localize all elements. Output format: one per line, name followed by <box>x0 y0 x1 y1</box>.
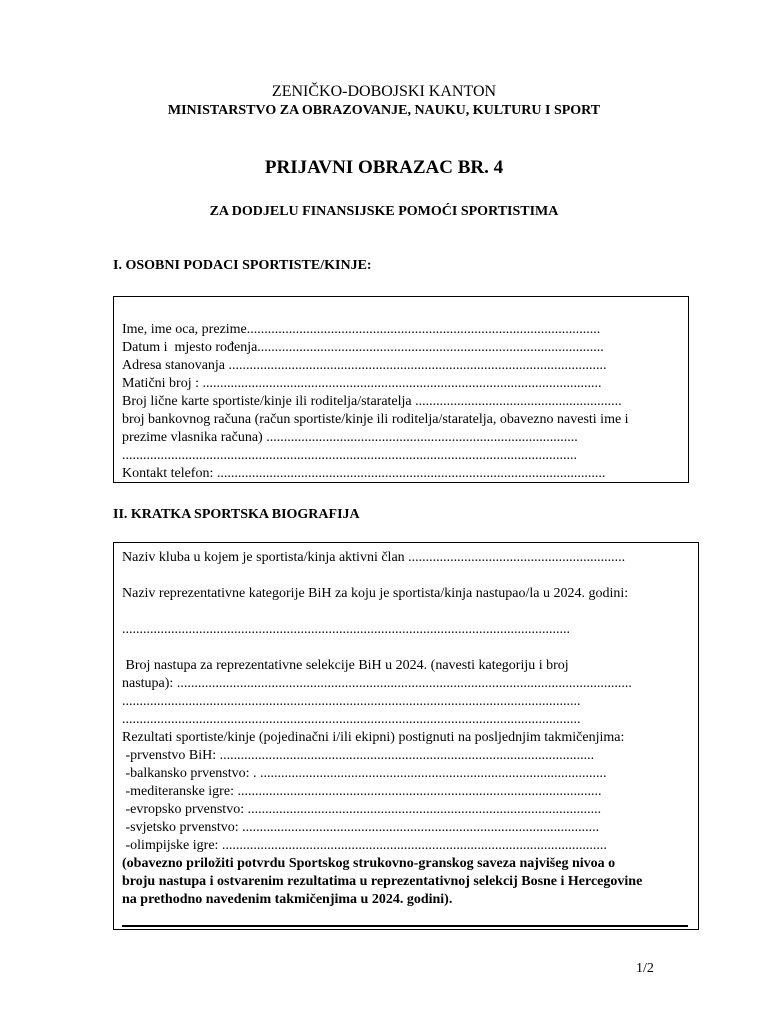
field-id-card[interactable]: Broj lične karte sportiste/kinje ili roditelja/staratelja ........................................................... <box>122 394 622 409</box>
field-result-bih[interactable]: -prvenstvo BiH: ........................................................................................................... <box>122 748 595 763</box>
field-result-mediterranean[interactable]: -mediteranske igre: ........................................................................................................ <box>122 784 602 799</box>
note-line: (obavezno priložiti potvrdu Sportskog strukovno-granskog saveza najvišeg nivoa o <box>122 856 616 871</box>
divider <box>122 925 688 927</box>
page-number: 1/2 <box>636 961 654 976</box>
field-birth[interactable]: Datum i mjesto rođenja................................................................................................... <box>122 340 604 355</box>
field-category[interactable]: ................................................................................................................................ <box>122 622 570 637</box>
field-bank-account-cont[interactable]: .................................................................................................................................. <box>122 448 577 463</box>
field-appearances-cont-2[interactable]: ................................................................................................................................... <box>122 712 581 727</box>
field-bank-account[interactable]: prezime vlasnika računa) ......................................................................................... <box>122 430 578 445</box>
field-appearances[interactable]: nastupa): .................................................................................................................................. <box>122 676 632 691</box>
field-result-balkan[interactable]: -balkansko prvenstvo: . ................................................................................................... <box>122 766 607 781</box>
field-club[interactable]: Naziv kluba u kojem je sportista/kinja aktivni član .............................................................. <box>122 550 626 565</box>
section1-heading: I. OSOBNI PODACI SPORTISTE/KINJE: <box>113 258 372 273</box>
field-result-world[interactable]: -svjetsko prvenstvo: ...................................................................................................... <box>122 820 600 835</box>
field-phone[interactable]: Kontakt telefon: ............................................................................................................... <box>122 466 606 481</box>
field-name[interactable]: Ime, ime oca, prezime..................................................................................................... <box>122 322 601 337</box>
field-result-olympic[interactable]: -olimpijske igre: .............................................................................................................. <box>122 838 607 853</box>
note-line: na prethodno navedenim takmičenjima u 2024. godini). <box>122 892 453 907</box>
form-subtitle: ZA DODJELU FINANSIJSKE POMOĆI SPORTISTIMA <box>209 204 559 219</box>
field-id-number[interactable]: Matični broj : .................................................................................................................. <box>122 376 602 391</box>
field-address[interactable]: Adresa stanovanja ............................................................................................................ <box>122 358 607 373</box>
field-bank-account-label: broj bankovnog računa (račun sportiste/kinje ili roditelja/staratelja, obavezno navesti ime i <box>122 412 629 427</box>
canton-title: ZENIČKO-DOBOJSKI KANTON <box>271 83 497 100</box>
form-title: PRIJAVNI OBRAZAC BR. 4 <box>264 157 504 178</box>
note-line: broju nastupa i ostvarenim rezultatima u reprezentativnoj selekcij Bosne i Hercegovine <box>122 874 643 889</box>
appearances-label: Broj nastupa za reprezentativne selekcije BiH u 2024. (navesti kategoriju i broj <box>122 658 569 673</box>
category-label: Naziv reprezentativne kategorije BiH za koju je sportista/kinja nastupao/la u 2024. godini: <box>122 586 629 601</box>
section2-heading: II. KRATKA SPORTSKA BIOGRAFIJA <box>113 507 360 522</box>
ministry-title: MINISTARSTVO ZA OBRAZOVANJE, NAUKU, KULTURU I SPORT <box>167 103 601 118</box>
results-label: Rezultati sportiste/kinje (pojedinačni i/ili ekipni) postignuti na posljednjim takmičenjima: <box>122 730 625 745</box>
field-appearances-cont-1[interactable]: ................................................................................................................................... <box>122 694 581 709</box>
field-result-european[interactable]: -evropsko prvenstvo: ..................................................................................................... <box>122 802 602 817</box>
